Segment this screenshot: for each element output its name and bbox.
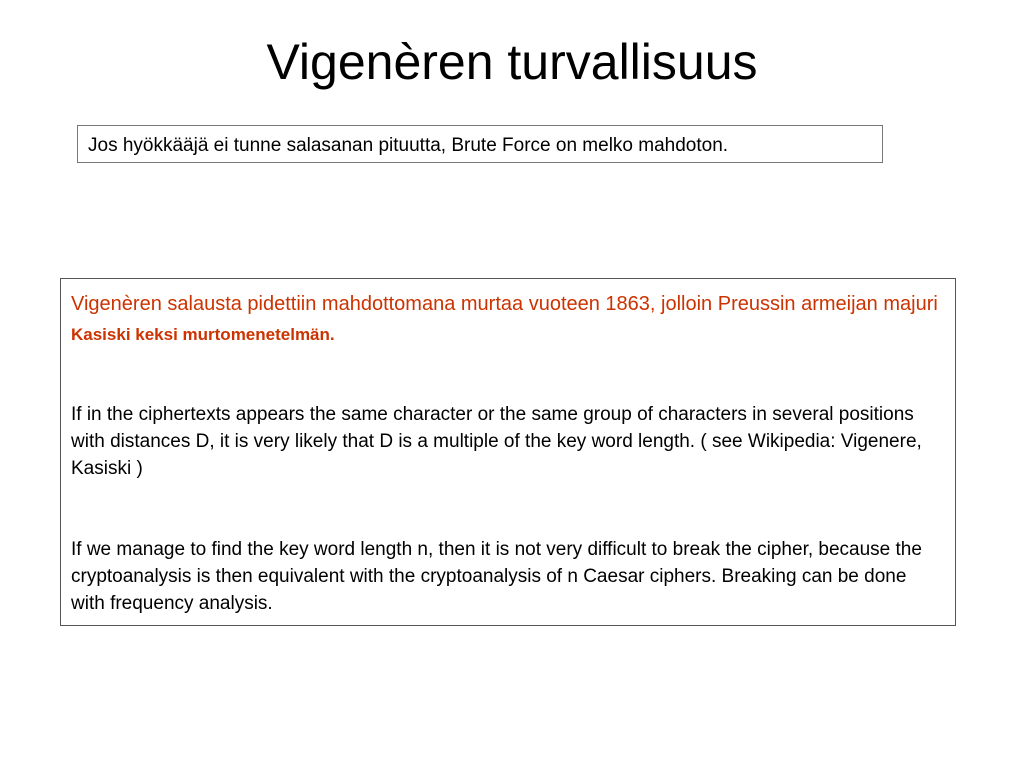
note-text: Jos hyökkääjä ei tunne salasanan pituutta, Brute Force on melko mahdoton.: [88, 135, 729, 156]
caesar-paragraph: If we manage to find the key word length n, then it is not very difficult to break the cipher, because the cryptoanalysis is then equivalent with the cryptoanalysis of n Caesar ciphers. Breaking can be done with frequency analysis.: [71, 539, 922, 614]
history-bold-text: Kasiski keksi murtomenetelmän.: [71, 325, 335, 344]
content-box: [60, 278, 956, 626]
note-box: [77, 125, 883, 163]
kasiski-paragraph: If in the ciphertexts appears the same character or the same group of characters in several positions with distances D, it is very likely that D is a multiple of the key word length. ( see Wikipedia: Vigenere, Kasiski ): [71, 404, 922, 479]
slide-title: Vigenèren turvallisuus: [266, 34, 758, 90]
history-text: Vigenèren salausta pidettiin mahdottomana murtaa vuoteen 1863, jolloin Preussin armeijan majuri: [71, 293, 938, 315]
history-paragraph: [71, 289, 945, 350]
